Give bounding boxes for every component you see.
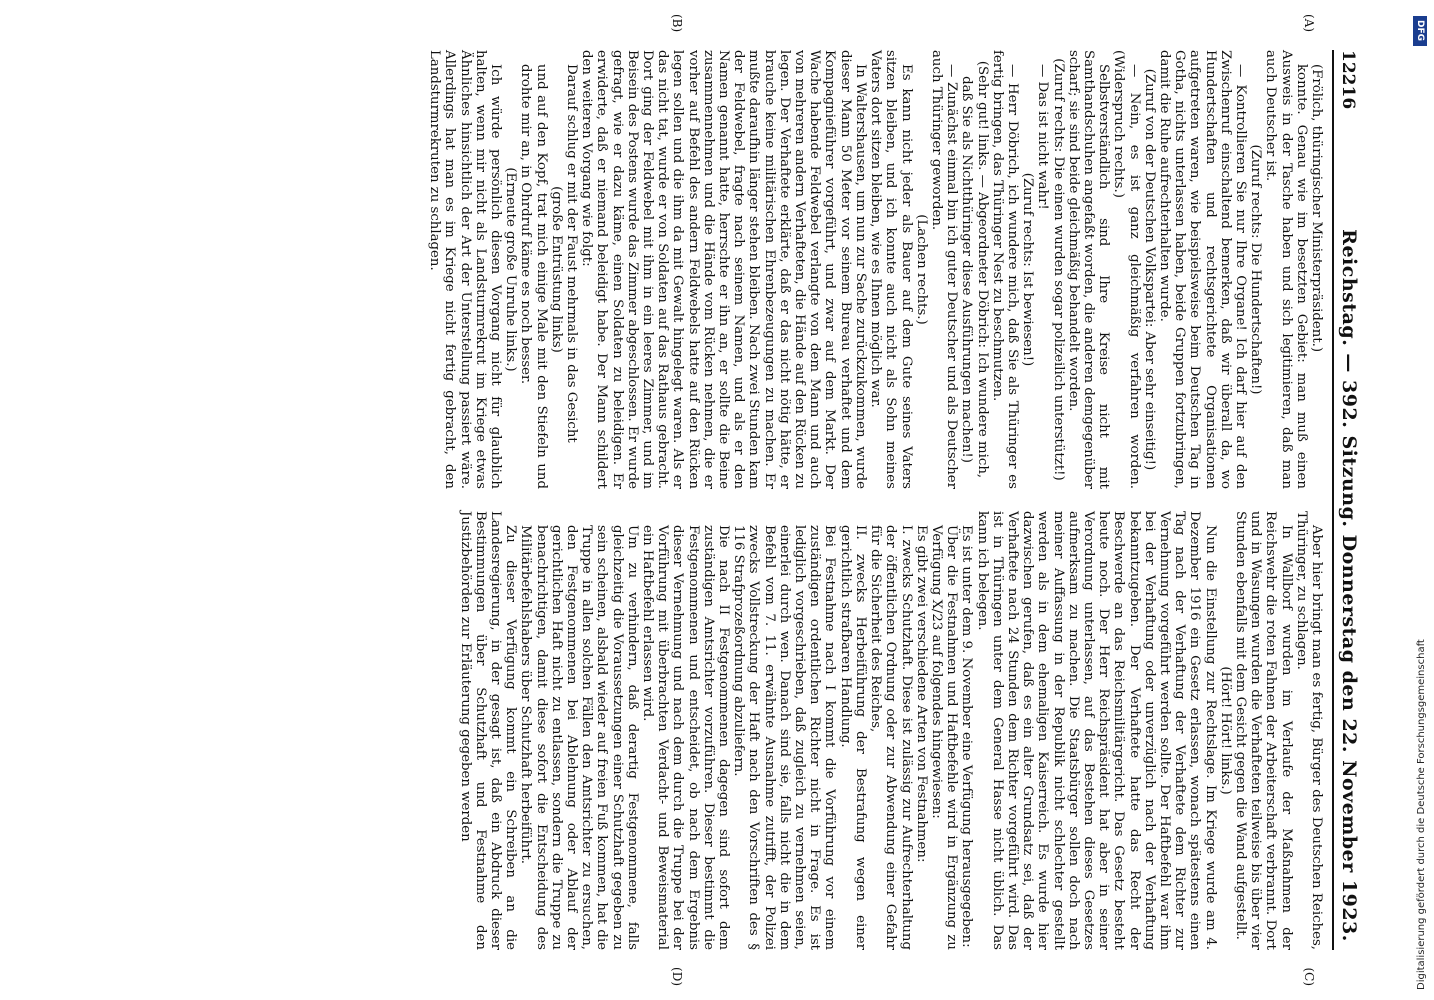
paragraph: (Frölich, thüringischer Ministerpräsident.) [1309,64,1324,353]
paragraph: und auf den Kopf, trat mich einige Male mit den Stiefeln und drohte mir an, in Ohrdruf käme es noch besser. [518,64,549,489]
paragraph: Um zu verhindern, daß derartig Festgenommene, falls gleichzeitig die Voraussetzungen einer Schutzhaft gegeben zu sein scheinen, alsbald wieder auf freien Fuß kommen, hat die Truppe in allen solchen Fällen den Amtsrichter zu ersuchen, den Festgenommenen bei Ablehnung oder Ablauf der gerichtlichen Haft nicht zu entlassen, sondern die Truppe zu benachrichtigen, damit diese sofort die Entscheidung des Militärbefehlshabers über Schutzhaft herbeiführt. [518,525,640,950]
paragraph: Selbstverständlich sind Ihre Kreise nicht mit Samthandschuhen angefaßt worden, die anderen demgegenüber scharf; sie sind beide gleichmäßig behandelt worden. [1065,50,1112,489]
digitization-footer [1410,10,1430,990]
paragraph: — Herr Döbrich, ich wundere mich, daß Sie als Thüringer es fertig bringen, das Thüringer Nest zu beschmutzen. [989,50,1020,489]
paragraph: Bei Festnahme nach I kommt die Vorführung vor einem zuständigen ordentlichen Richter nicht in Frage. Es ist lediglich vorgeschrieben, daß zugleich zu vernehmen seien, einerlei durch wen. Danach sind sie, falls nicht die in dem Befehl vom 7. 11. erwähnte Ausnahme zutrifft, der Polizei zwecks Vollstreckung der Haft nach den Vorschriften des § 116 Strafprozeßordnung abzuliefern. [731,525,838,950]
paragraph: (Sehr gut! links. — Abgeordneter Döbrich: Ich wundere mich, daß Sie als Nichtthüringer diese Ausführungen machen!) [959,60,990,479]
margin-marker-d: (D) [670,967,684,986]
margin-marker-b: (B) [670,14,684,33]
paragraph: In Waltershausen, um nun zur Sache zurückzukommen, wurde dieser Mann 50 Meter vor seinem Bureau verhaftet und dem Kompagnieführer vorgeführt, und zwar auf dem Markt. Der Wache habende Feldwebel verlangte von dem Mann und auch von mehreren andern Verhafteten, die Hände auf den Rücken zu legen. Der Verhaftete erklärte, daß er das nicht nötig hätte, er brauche keine militärischen Ehrenbezeugungen zu machen. Er mußte daraufhin länger stehen bleiben. Nach zwei Stunden kam der Feldwebel, fragte nach seinem Namen, und als er den Namen genannt hatte, herrschte er ihn an, er sollte die Beine zusammennehmen und die Hände vom Rücken nehmen, die er vorher auf Befehl des andern Feldwebels hatte auf den Rücken legen sollen und die ihm da mit Gewalt hingelegt waren. Als er das nicht tat, wurde er von Soldaten auf das Rathaus gebracht. Dort ging der Feldwebel mit ihm in ein leeres Zimmer, und im Beisein des Postens wurde das Zimmer abgeschlossen. Er wurde gefragt, wie er dazu käme, einen Soldaten zu beleidigen. Er erwiderte, daß er niemand beleidigt habe. Der Mann schildert den weiteren Vorgang wie folgt: [579,50,868,489]
margin-marker-a: (A) [1302,14,1316,33]
paragraph: II. zwecks Herbeiführung der Bestrafung wegen einer gerichtlich strafbaren Handlung. [837,525,868,950]
paragraph: — Das ist nicht wahr! [1035,64,1051,210]
paragraph: Es kann nicht jeder als Bauer auf dem Gute seines Vaters sitzen bleiben, und ich konnte auch nicht als Sohn meines Vaters dort sitzen bleiben, wie es Ihnen möglich war. [868,50,914,489]
page-title: Reichstag. — 392. Sitzung. Donnerstag den 22. November 1923. [1338,229,1360,942]
page-number: 12216 [1338,50,1358,110]
paragraph: (Zuruf rechts: Ist bewiesen!) [1020,172,1036,367]
dfg-logo: DFG [1413,16,1427,46]
paragraph: In Wallborf wurden im Verlaufe der Maßnahmen der Reichswehr die roten Fahnen der Arbeiterschaft verbrannt. Dort und in Wasungen wurden die Verhafteten teilweise bis über vier Stunden ebenfalls mit dem Gesicht gegen die Wand aufgestellt. [1232,511,1294,950]
paragraph: (Zuruf rechts: Die einen wurden sogar polizeilich unterstützt!) [1050,58,1066,481]
paragraph: Es ist unter dem 9. November eine Verfügung herausgegeben: [959,525,975,948]
paragraph: Die nach II Festgenommenen dagegen sind sofort dem zuständigen Amtsrichter vorzuführen. Dieser bestimmt die Festgenommenen und entscheidet, ob nach dem Ergebnis dieser Vernehmung und nach dem durch die Truppe bei der Vorführung mit überbrachten Verdacht- und Beweismaterial ein Haftbefehl erlassen wird. [640,525,732,950]
paragraph: (große Entrüstung links) [548,186,564,353]
paragraph: (Hört! Hört! links.) [1217,666,1233,795]
paragraph: — Kontrollieren Sie nur Ihre Organe! Ich darf hier auf den Zwischenruf einschaltend bemerken, daß wir überall da, wo Hundertschaften und rechtsgerichtete Organisationen aufgetreten waren, wie beispielsweise beim Deutschen Tag in Gotha, nichts unterlassen haben, beide Gruppen fortzubringen, damit die Ruhe aufrechterhalten wurde. [1156,50,1248,489]
paragraph: Über die Festnahmen und Haftbefehle wird in Ergänzung zu Verfügung X/23 auf folgendes hingewiesen: [928,525,960,950]
margin-marker-c: (C) [1302,967,1316,986]
left-column [427,50,1324,489]
paragraph: Ich würde persönlich diesen Vorgang nicht für glaublich halten, wenn mir nicht als Landsturmrekrut im Kriege etwas Ähnliches hinsichtlich der Art der Unterstellung passiert wäre. Allerdings hat man es im Kriege nicht fertig gebracht, den Landsturmrekruten zu schlagen. [427,50,504,489]
paragraph: I. zwecks Schutzhaft. Diese ist zulässig zur Aufrechterhaltung der öffentlichen Ordnung oder zur Abwendung einer Gefahr für die Sicherheit des Reiches, [868,525,914,950]
right-column [427,511,1324,950]
paragraph: Zu dieser Verfügung kommt ein Schreiben an die Landesregierung, in der gesagt ist, daß ein Abdruck dieser Bestimmungen über Schutzhaft und Festnahme den Justizbehörden zur Erläuterung gegeben werden [457,511,519,950]
digitization-note: Digitalisierung gefördert durch die Deutsche Forschungsgemeinschaft [1416,639,1427,990]
paragraph: (Zuruf von der Deutschen Volkspartei: Aber sehr einseitig!) [1141,68,1157,471]
paragraph: konnte. Genau wie im besetzten Gebiet: man muß einen Ausweis in der Tasche haben und sich legitimieren, daß man auch Deutscher ist. [1263,50,1309,489]
paragraph: — Nein, es ist ganz gleichmäßig verfahren worden. (Widerspruch rechts.) [1111,50,1142,489]
paragraph: Aber hier bringt man es fertig, Bürger des Deutschen Reiches, Thüringer, zu schlagen. [1293,511,1324,950]
paragraph: (Lachen rechts.) [913,214,929,325]
text-columns [427,14,1324,986]
paragraph: Es gibt zwei verschiedene Arten von Festnahmen: [913,525,929,863]
paragraph: Darauf schlug er mit der Faust mehrmals in das Gesicht [564,64,580,443]
page-header [1332,50,1360,950]
paragraph: (Zuruf rechts: Die Hundertschaften!) [1248,144,1264,395]
paragraph: (Erneute große Unruhe links.) [503,167,519,372]
paragraph: Nun die Einstellung zur Rechtslage. Im Kriege wurde am 4. Dezember 1916 ein Gesetz erlassen, wonach spätestens einen Tag nach der Verhaftung der Verhaftete dem Richter zur Vernehmung vorgeführt werden sollte. Der Haftbefehl war ihm bei der Verhaftung oder unverzüglich nach der Verhaftung bekanntzugeben. Der Verhaftete hatte das Recht der Beschwerde an das Reichsmilitärgericht. Das Gesetz besteht heute noch. Der Herr Reichspräsident hat aber in seiner Verordnung unterlassen, auf das Bestehen dieses Gesetzes aufmerksam zu machen. Die Staatsbürger sollen doch nach meiner Auffassung in der Republik nicht schlechter gestellt werden als in dem ehemaligen Kaiserreich. Es wurde hier dazwischen gerufen, daß es ein alter Grundsatz sei, daß der Verhaftete nach 24 Stunden dem Richter vorgeführt wird. Das ist in Thüringen unter dem General Hasse nicht üblich. Das kann ich belegen. [974,511,1218,950]
paragraph: — Zunächst einmal bin ich guter Deutscher und als Deutscher auch Thüringer geworden. [928,50,960,489]
